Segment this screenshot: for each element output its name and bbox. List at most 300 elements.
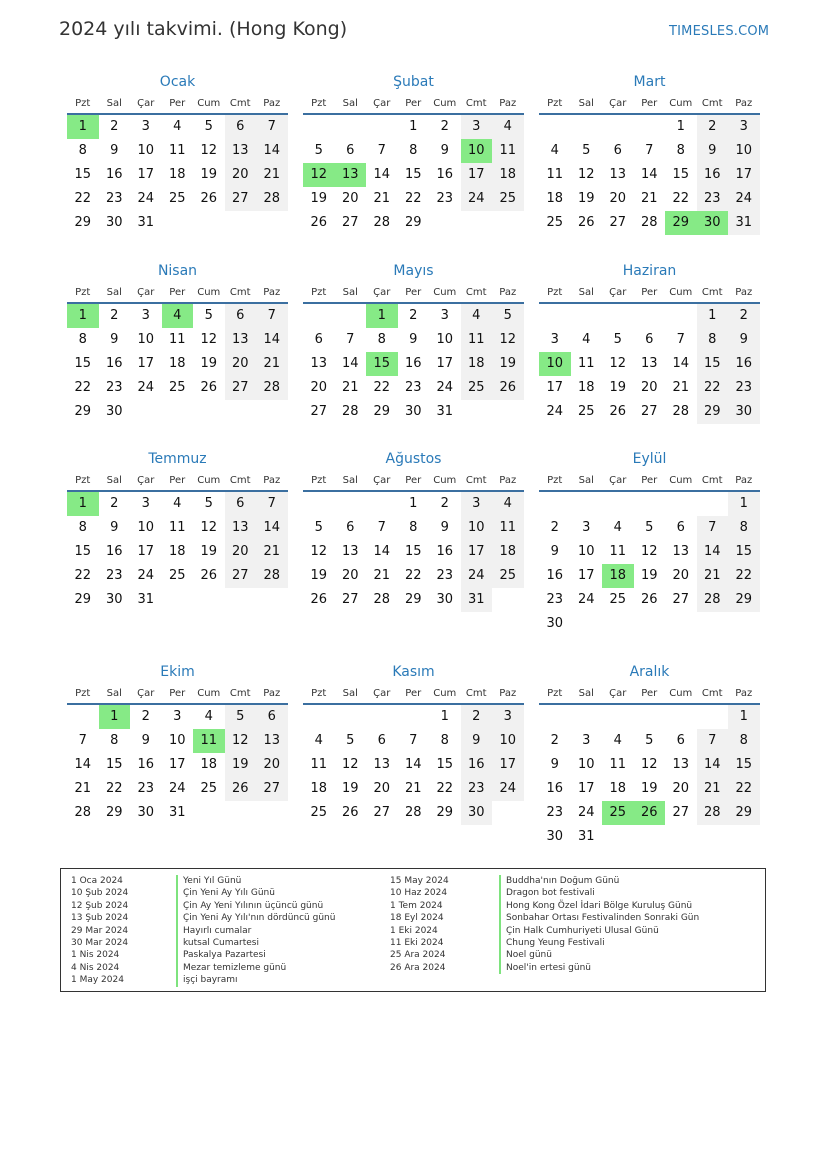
day-cell: 15 bbox=[697, 352, 729, 376]
empty-cell bbox=[335, 492, 367, 516]
legend-name-column bbox=[176, 875, 335, 987]
day-cell: 6 bbox=[346, 520, 355, 535]
weekday-header bbox=[539, 685, 760, 705]
holiday-day-cell: 15 bbox=[366, 352, 398, 376]
day-cell: 3 bbox=[141, 119, 150, 134]
day-cell: 20 bbox=[225, 352, 257, 376]
day-cell: 18 bbox=[546, 191, 564, 206]
day-cell: 7 bbox=[256, 492, 288, 516]
day-cell: 20 bbox=[672, 781, 690, 796]
day-cell: 13 bbox=[672, 544, 690, 559]
day-cell: 19 bbox=[341, 781, 359, 796]
day-cell: 15 bbox=[672, 167, 690, 182]
day-cell: 14 bbox=[404, 757, 422, 772]
weekday-label: Çar bbox=[137, 475, 155, 486]
day-cell: 29 bbox=[74, 215, 92, 230]
day-cell: 12 bbox=[200, 520, 218, 535]
week-row bbox=[67, 211, 288, 235]
day-cell: 5 bbox=[613, 332, 622, 347]
day-cell: 29 bbox=[404, 592, 422, 607]
empty-cell bbox=[602, 825, 634, 849]
empty-cell bbox=[634, 492, 666, 516]
day-cell: 9 bbox=[728, 328, 760, 352]
day-cell: 15 bbox=[404, 544, 422, 559]
empty-cell bbox=[256, 400, 288, 424]
empty-cell bbox=[256, 211, 288, 235]
weekday-label: Cmt bbox=[229, 688, 251, 699]
empty-cell bbox=[697, 492, 729, 516]
empty-cell bbox=[634, 115, 666, 139]
day-cell: 19 bbox=[200, 356, 218, 371]
day-cell: 6 bbox=[225, 304, 257, 328]
week-row bbox=[67, 540, 288, 564]
weekday-header bbox=[539, 284, 760, 304]
holiday-name: işçi bayramı bbox=[176, 974, 335, 986]
empty-cell bbox=[571, 492, 603, 516]
day-cell: 13 bbox=[373, 757, 391, 772]
month-5 bbox=[303, 260, 524, 424]
legend-name-column bbox=[499, 875, 699, 974]
day-cell: 22 bbox=[672, 191, 690, 206]
day-cell: 17 bbox=[546, 380, 564, 395]
day-cell: 9 bbox=[110, 143, 119, 158]
day-cell: 14 bbox=[672, 356, 690, 371]
day-cell: 3 bbox=[461, 115, 493, 139]
day-cell: 13 bbox=[310, 356, 328, 371]
day-cell: 14 bbox=[256, 328, 288, 352]
weekday-label: Sal bbox=[106, 287, 122, 298]
day-cell: 23 bbox=[436, 191, 454, 206]
month-7 bbox=[67, 448, 288, 612]
day-cell: 21 bbox=[373, 191, 391, 206]
day-cell: 10 bbox=[137, 143, 155, 158]
empty-cell bbox=[398, 705, 430, 729]
day-cell: 16 bbox=[105, 544, 123, 559]
day-cell: 30 bbox=[105, 404, 123, 419]
holiday-name: Paskalya Pazartesi bbox=[176, 949, 335, 961]
day-cell: 4 bbox=[461, 304, 493, 328]
day-cell: 23 bbox=[436, 568, 454, 583]
day-cell: 16 bbox=[546, 781, 564, 796]
day-cell: 17 bbox=[137, 356, 155, 371]
day-cell: 26 bbox=[200, 568, 218, 583]
day-cell: 2 bbox=[550, 733, 559, 748]
day-cell: 9 bbox=[440, 143, 449, 158]
week-row bbox=[303, 163, 524, 187]
week-row bbox=[67, 516, 288, 540]
day-cell: 3 bbox=[141, 496, 150, 511]
day-cell: 8 bbox=[409, 143, 418, 158]
week-row bbox=[303, 187, 524, 211]
weekday-label: Cmt bbox=[465, 475, 487, 486]
month-name: Ağustos bbox=[385, 451, 442, 467]
weekday-label: Çar bbox=[609, 98, 627, 109]
day-cell: 29 bbox=[436, 805, 454, 820]
empty-cell bbox=[728, 825, 760, 849]
weekday-label: Paz bbox=[735, 98, 753, 109]
week-row bbox=[539, 801, 760, 825]
week-row bbox=[67, 115, 288, 139]
day-cell: 31 bbox=[137, 592, 155, 607]
weekday-label: Paz bbox=[735, 287, 753, 298]
day-cell: 1 bbox=[697, 304, 729, 328]
day-cell: 13 bbox=[225, 328, 257, 352]
holiday-name: Noel günü bbox=[499, 949, 699, 961]
empty-cell bbox=[728, 612, 760, 636]
weekday-label: Sal bbox=[342, 475, 358, 486]
day-cell: 7 bbox=[697, 729, 729, 753]
day-cell: 5 bbox=[645, 520, 654, 535]
day-cell: 15 bbox=[728, 753, 760, 777]
day-cell: 7 bbox=[377, 520, 386, 535]
day-cell: 23 bbox=[105, 568, 123, 583]
day-cell: 6 bbox=[676, 520, 685, 535]
day-cell: 28 bbox=[341, 404, 359, 419]
day-cell: 19 bbox=[310, 191, 328, 206]
weekday-label: Per bbox=[405, 475, 422, 486]
weekday-label: Cmt bbox=[465, 287, 487, 298]
weekday-label: Paz bbox=[499, 287, 517, 298]
page-title: 2024 yılı takvimi. (Hong Kong) bbox=[59, 18, 348, 40]
day-cell: 20 bbox=[310, 380, 328, 395]
day-cell: 1 bbox=[409, 496, 418, 511]
week-row bbox=[539, 376, 760, 400]
weekday-label: Per bbox=[641, 475, 658, 486]
day-cell: 8 bbox=[409, 520, 418, 535]
day-cell: 26 bbox=[200, 191, 218, 206]
day-cell: 30 bbox=[546, 829, 564, 844]
day-cell: 3 bbox=[582, 733, 591, 748]
week-row bbox=[303, 564, 524, 588]
day-cell: 13 bbox=[609, 167, 627, 182]
day-cell: 12 bbox=[577, 167, 595, 182]
day-cell: 6 bbox=[377, 733, 386, 748]
day-cell: 12 bbox=[310, 544, 328, 559]
weekday-label: Per bbox=[169, 287, 186, 298]
day-cell: 29 bbox=[373, 404, 391, 419]
day-cell: 3 bbox=[728, 115, 760, 139]
week-row bbox=[67, 328, 288, 352]
week-row bbox=[67, 777, 288, 801]
day-cell: 6 bbox=[676, 733, 685, 748]
weekday-label: Sal bbox=[578, 688, 594, 699]
holiday-date: 11 Eki 2024 bbox=[390, 937, 444, 948]
month-name: Haziran bbox=[622, 263, 677, 279]
day-cell: 6 bbox=[225, 115, 257, 139]
month-9 bbox=[539, 448, 760, 636]
weekday-label: Pzt bbox=[547, 688, 563, 699]
day-cell: 27 bbox=[256, 777, 288, 801]
weekday-label: Cmt bbox=[229, 475, 251, 486]
day-cell: 7 bbox=[697, 516, 729, 540]
empty-cell bbox=[256, 801, 288, 825]
week-row bbox=[539, 612, 760, 636]
day-cell: 21 bbox=[256, 163, 288, 187]
week-row bbox=[67, 304, 288, 328]
week-row bbox=[539, 492, 760, 516]
day-cell: 31 bbox=[436, 404, 454, 419]
day-cell: 22 bbox=[404, 191, 422, 206]
day-cell: 16 bbox=[436, 167, 454, 182]
weekday-header bbox=[303, 284, 524, 304]
day-cell: 13 bbox=[256, 729, 288, 753]
day-cell: 11 bbox=[168, 332, 186, 347]
day-cell: 1 bbox=[409, 119, 418, 134]
weekday-label: Sal bbox=[106, 98, 122, 109]
day-cell: 18 bbox=[609, 781, 627, 796]
weekday-label: Pzt bbox=[75, 688, 91, 699]
day-cell: 24 bbox=[461, 187, 493, 211]
holiday-day-cell: 25 bbox=[602, 801, 634, 825]
holiday-date: 18 Eyl 2024 bbox=[390, 913, 444, 924]
day-cell: 16 bbox=[105, 167, 123, 182]
day-cell: 11 bbox=[310, 757, 328, 772]
weekday-label: Sal bbox=[578, 98, 594, 109]
holiday-date: 30 Mar 2024 bbox=[71, 937, 129, 948]
day-cell: 14 bbox=[74, 757, 92, 772]
weekday-label: Çar bbox=[373, 688, 391, 699]
holiday-day-cell: 1 bbox=[67, 304, 99, 328]
empty-cell bbox=[602, 705, 634, 729]
day-cell: 24 bbox=[137, 380, 155, 395]
day-cell: 9 bbox=[461, 729, 493, 753]
holiday-day-cell: 10 bbox=[539, 352, 571, 376]
weekday-label: Pzt bbox=[547, 98, 563, 109]
day-cell: 30 bbox=[728, 400, 760, 424]
week-row bbox=[539, 139, 760, 163]
day-cell: 14 bbox=[341, 356, 359, 371]
day-cell: 12 bbox=[640, 544, 658, 559]
day-cell: 12 bbox=[200, 143, 218, 158]
empty-cell bbox=[193, 588, 225, 612]
day-cell: 14 bbox=[256, 516, 288, 540]
day-cell: 3 bbox=[440, 308, 449, 323]
week-row bbox=[67, 801, 288, 825]
day-cell: 24 bbox=[461, 564, 493, 588]
day-cell: 16 bbox=[728, 352, 760, 376]
week-row bbox=[303, 492, 524, 516]
day-cell: 2 bbox=[409, 308, 418, 323]
week-row bbox=[303, 705, 524, 729]
day-cell: 3 bbox=[550, 332, 559, 347]
weekday-label: Cum bbox=[669, 475, 693, 486]
holiday-name: Çin Yeni Ay Yılı Günü bbox=[176, 887, 335, 899]
holiday-day-cell: 4 bbox=[162, 304, 194, 328]
day-cell: 20 bbox=[672, 568, 690, 583]
day-cell: 20 bbox=[609, 191, 627, 206]
empty-cell bbox=[130, 400, 162, 424]
day-cell: 16 bbox=[697, 163, 729, 187]
brand-link[interactable]: TIMESLES.COM bbox=[669, 24, 770, 39]
week-row bbox=[67, 187, 288, 211]
day-cell: 31 bbox=[577, 829, 595, 844]
day-cell: 26 bbox=[492, 376, 524, 400]
empty-cell bbox=[335, 705, 367, 729]
week-row bbox=[67, 729, 288, 753]
day-cell: 18 bbox=[168, 167, 186, 182]
weekday-label: Per bbox=[405, 98, 422, 109]
day-cell: 9 bbox=[550, 757, 559, 772]
day-cell: 19 bbox=[200, 544, 218, 559]
day-cell: 29 bbox=[697, 400, 729, 424]
day-cell: 14 bbox=[697, 753, 729, 777]
day-cell: 17 bbox=[492, 753, 524, 777]
day-cell: 2 bbox=[440, 496, 449, 511]
day-cell: 11 bbox=[577, 356, 595, 371]
day-cell: 16 bbox=[546, 568, 564, 583]
holiday-day-cell: 18 bbox=[602, 564, 634, 588]
day-cell: 8 bbox=[697, 328, 729, 352]
day-cell: 30 bbox=[105, 215, 123, 230]
day-cell: 5 bbox=[582, 143, 591, 158]
day-cell: 5 bbox=[645, 733, 654, 748]
day-cell: 9 bbox=[440, 520, 449, 535]
holiday-name: Sonbahar Ortası Festivalinden Sonraki Gün bbox=[499, 912, 699, 924]
day-cell: 27 bbox=[225, 187, 257, 211]
month-name: Nisan bbox=[157, 263, 198, 279]
weekday-header bbox=[539, 95, 760, 115]
day-cell: 2 bbox=[110, 496, 119, 511]
month-3 bbox=[539, 71, 760, 235]
day-cell: 16 bbox=[105, 356, 123, 371]
holiday-name: Çin Halk Cumhuriyeti Ulusal Günü bbox=[499, 925, 699, 937]
weekday-header bbox=[67, 685, 288, 705]
day-cell: 20 bbox=[341, 191, 359, 206]
day-cell: 28 bbox=[697, 588, 729, 612]
day-cell: 24 bbox=[436, 380, 454, 395]
day-cell: 22 bbox=[404, 568, 422, 583]
day-cell: 7 bbox=[346, 332, 355, 347]
day-cell: 18 bbox=[168, 356, 186, 371]
weekday-label: Çar bbox=[137, 688, 155, 699]
weekday-header bbox=[303, 472, 524, 492]
holiday-day-cell: 30 bbox=[697, 211, 729, 235]
week-row bbox=[539, 352, 760, 376]
day-cell: 8 bbox=[110, 733, 119, 748]
empty-cell bbox=[225, 211, 257, 235]
day-cell: 8 bbox=[78, 520, 87, 535]
month-name: Temmuz bbox=[148, 451, 207, 467]
day-cell: 21 bbox=[256, 352, 288, 376]
weekday-label: Cum bbox=[433, 475, 457, 486]
day-cell: 3 bbox=[141, 308, 150, 323]
holiday-legend bbox=[60, 868, 766, 992]
empty-cell bbox=[162, 588, 194, 612]
day-cell: 29 bbox=[74, 404, 92, 419]
day-cell: 6 bbox=[645, 332, 654, 347]
day-cell: 8 bbox=[728, 516, 760, 540]
day-cell: 1 bbox=[728, 705, 760, 729]
day-cell: 18 bbox=[492, 163, 524, 187]
empty-cell bbox=[193, 400, 225, 424]
week-row bbox=[539, 516, 760, 540]
empty-cell bbox=[303, 492, 335, 516]
day-cell: 23 bbox=[546, 592, 564, 607]
week-row bbox=[67, 400, 288, 424]
weekday-label: Cum bbox=[669, 98, 693, 109]
day-cell: 24 bbox=[137, 568, 155, 583]
day-cell: 24 bbox=[137, 191, 155, 206]
week-row bbox=[303, 352, 524, 376]
day-cell: 30 bbox=[461, 801, 493, 825]
day-cell: 31 bbox=[461, 588, 493, 612]
day-cell: 2 bbox=[728, 304, 760, 328]
week-row bbox=[67, 492, 288, 516]
day-cell: 7 bbox=[256, 304, 288, 328]
week-row bbox=[303, 139, 524, 163]
day-cell: 22 bbox=[697, 376, 729, 400]
week-row bbox=[539, 163, 760, 187]
holiday-name: Hayırlı cumalar bbox=[176, 925, 335, 937]
weekday-label: Pzt bbox=[311, 287, 327, 298]
week-row bbox=[539, 753, 760, 777]
day-cell: 24 bbox=[546, 404, 564, 419]
day-cell: 27 bbox=[672, 805, 690, 820]
holiday-day-cell: 26 bbox=[634, 801, 666, 825]
week-row bbox=[539, 825, 760, 849]
day-cell: 15 bbox=[728, 540, 760, 564]
empty-cell bbox=[256, 588, 288, 612]
week-row bbox=[303, 211, 524, 235]
day-cell: 31 bbox=[728, 211, 760, 235]
day-cell: 2 bbox=[141, 709, 150, 724]
day-cell: 21 bbox=[74, 781, 92, 796]
day-cell: 7 bbox=[377, 143, 386, 158]
day-cell: 4 bbox=[613, 733, 622, 748]
week-row bbox=[303, 588, 524, 612]
day-cell: 13 bbox=[225, 516, 257, 540]
day-cell: 7 bbox=[256, 115, 288, 139]
weekday-label: Cum bbox=[197, 98, 221, 109]
day-cell: 1 bbox=[676, 119, 685, 134]
day-cell: 25 bbox=[492, 187, 524, 211]
holiday-date: 1 Eki 2024 bbox=[390, 925, 438, 936]
weekday-label: Paz bbox=[735, 475, 753, 486]
day-cell: 9 bbox=[550, 544, 559, 559]
empty-cell bbox=[492, 801, 524, 825]
day-cell: 16 bbox=[461, 753, 493, 777]
day-cell: 26 bbox=[640, 592, 658, 607]
day-cell: 17 bbox=[436, 356, 454, 371]
day-cell: 3 bbox=[492, 705, 524, 729]
day-cell: 17 bbox=[461, 163, 493, 187]
empty-cell bbox=[193, 801, 225, 825]
week-row bbox=[303, 777, 524, 801]
empty-cell bbox=[602, 492, 634, 516]
month-name: Şubat bbox=[393, 74, 434, 90]
day-cell: 10 bbox=[728, 139, 760, 163]
day-cell: 4 bbox=[314, 733, 323, 748]
weekday-label: Çar bbox=[373, 98, 391, 109]
empty-cell bbox=[225, 588, 257, 612]
day-cell: 9 bbox=[110, 332, 119, 347]
day-cell: 3 bbox=[461, 492, 493, 516]
day-cell: 14 bbox=[256, 139, 288, 163]
empty-cell bbox=[303, 304, 335, 328]
weekday-label: Pzt bbox=[547, 287, 563, 298]
day-cell: 19 bbox=[609, 380, 627, 395]
holiday-name: Çin Yeni Ay Yılı'nın dördüncü günü bbox=[176, 912, 335, 924]
holiday-date: 26 Ara 2024 bbox=[390, 962, 446, 973]
weekday-label: Sal bbox=[342, 688, 358, 699]
day-cell: 10 bbox=[492, 729, 524, 753]
day-cell: 30 bbox=[436, 592, 454, 607]
month-4 bbox=[67, 260, 288, 424]
day-cell: 8 bbox=[676, 143, 685, 158]
weekday-label: Çar bbox=[609, 475, 627, 486]
empty-cell bbox=[193, 211, 225, 235]
month-1 bbox=[67, 71, 288, 235]
